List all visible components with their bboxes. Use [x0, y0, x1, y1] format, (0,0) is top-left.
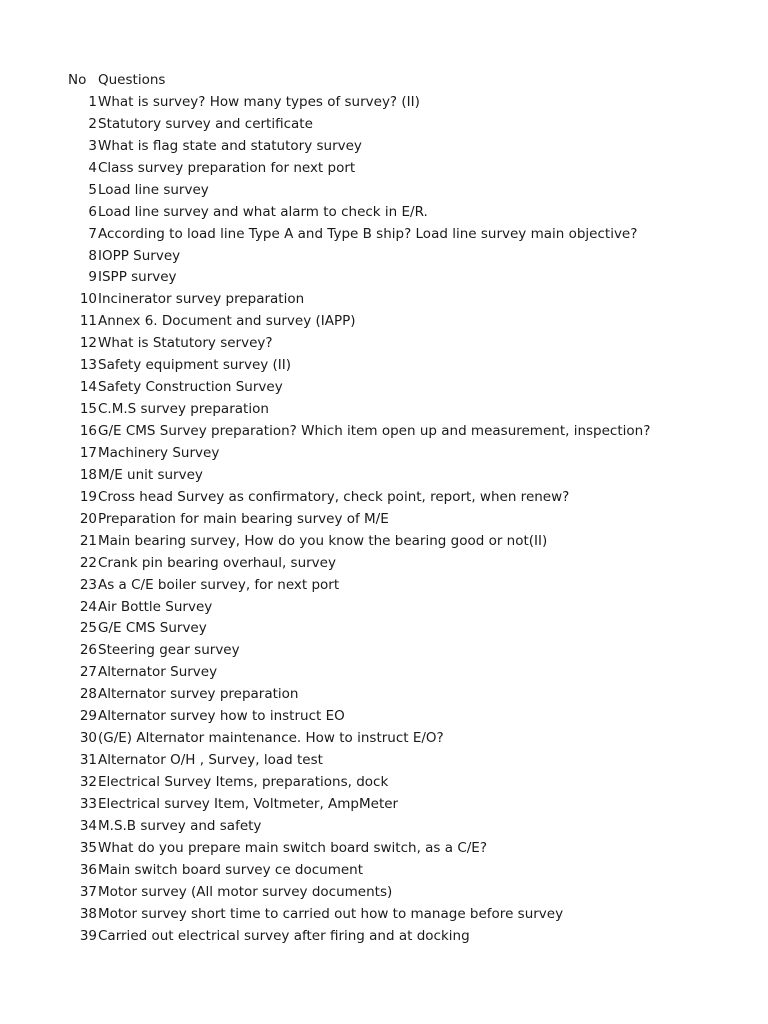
question-text: IOPP Survey [98, 247, 181, 264]
question-number: 6 [88, 203, 97, 220]
question-text: As a C/E boiler survey, for next port [98, 576, 340, 593]
question-text: Electrical Survey Items, preparations, dock [98, 774, 389, 790]
header-questions: Questions [98, 72, 166, 88]
question-number: 4 [88, 159, 97, 176]
question-number: 1 [88, 93, 97, 110]
question-number: 3 [88, 137, 97, 154]
question-row [68, 289, 748, 311]
question-number: 21 [79, 532, 97, 549]
question-number: 26 [79, 642, 97, 659]
question-number: 38 [79, 905, 97, 922]
question-row [68, 772, 748, 794]
question-number: 13 [79, 357, 97, 374]
question-row [68, 750, 748, 772]
question-row [68, 618, 748, 640]
question-number: 19 [79, 488, 97, 505]
question-text: Safety equipment survey (II) [98, 357, 292, 374]
question-row [68, 421, 748, 443]
question-number: 10 [79, 291, 97, 308]
question-row [68, 465, 748, 487]
question-row [68, 399, 748, 421]
question-row [68, 706, 748, 728]
question-number: 11 [79, 313, 97, 330]
question-row [68, 246, 748, 268]
question-text: Safety Construction Survey [98, 379, 283, 396]
question-number: 7 [88, 225, 97, 242]
question-text: Main switch board survey ce document [98, 861, 364, 878]
question-text: ISPP survey [98, 269, 177, 286]
question-number: 33 [79, 795, 97, 812]
question-text: Carried out electrical survey after firing and at docking [98, 927, 470, 944]
question-row [68, 794, 748, 816]
question-row [68, 355, 748, 377]
question-number: 8 [88, 247, 97, 264]
question-text: Class survey preparation for next port [98, 159, 356, 176]
question-text: Load line survey and what alarm to check in E/R. [98, 203, 428, 220]
question-number: 34 [79, 817, 97, 834]
question-row [68, 377, 748, 399]
question-row [68, 662, 748, 684]
question-text: Load line survey [98, 181, 209, 198]
question-text: What is flag state and statutory survey [98, 137, 362, 154]
question-number: 12 [79, 335, 97, 352]
question-row [68, 487, 748, 509]
question-number: 36 [79, 861, 97, 878]
question-number: 18 [79, 466, 97, 483]
question-number: 17 [79, 444, 97, 461]
question-number: 35 [79, 839, 97, 856]
question-row [68, 553, 748, 575]
question-number: 37 [79, 883, 97, 900]
question-number: 25 [79, 620, 97, 637]
header-no: No [68, 72, 87, 88]
question-number: 15 [79, 401, 97, 418]
question-text: What is survey? How many types of survey? (II) [98, 93, 420, 110]
question-row [68, 92, 748, 114]
question-rows [68, 92, 748, 948]
question-number: 28 [79, 686, 97, 703]
question-list [68, 70, 748, 948]
question-row [68, 926, 748, 948]
question-number: 32 [79, 774, 97, 790]
question-number: 30 [79, 730, 97, 747]
question-text: Main bearing survey, How do you know the bearing good or not(II) [98, 532, 548, 549]
question-row [68, 443, 748, 465]
question-text: Alternator O/H , Survey, load test [98, 752, 323, 769]
question-text: Air Bottle Survey [98, 598, 213, 615]
question-text: What do you prepare main switch board switch, as a C/E? [98, 839, 487, 856]
question-row [68, 728, 748, 750]
question-text: C.M.S survey preparation [98, 401, 269, 418]
question-row [68, 531, 748, 553]
question-text: Annex 6. Document and survey (IAPP) [98, 313, 356, 330]
question-row [68, 267, 748, 289]
question-number: 14 [79, 379, 97, 396]
question-row [68, 333, 748, 355]
question-text: Incinerator survey preparation [98, 291, 305, 308]
question-text: Machinery Survey [98, 444, 220, 461]
question-row [68, 904, 748, 926]
question-number: 20 [79, 510, 97, 527]
question-text: Steering gear survey [98, 642, 240, 659]
question-row [68, 509, 748, 531]
question-text: (G/E) Alternator maintenance. How to instruct E/O? [98, 730, 444, 747]
question-number: 16 [79, 423, 97, 439]
question-row [68, 224, 748, 246]
question-text: Alternator survey how to instruct EO [98, 708, 345, 725]
question-number: 24 [79, 598, 97, 615]
question-text: M.S.B survey and safety [98, 817, 262, 834]
question-text: Electrical survey Item, Voltmeter, AmpMeter [98, 795, 399, 812]
question-number: 31 [79, 752, 97, 769]
question-text: Cross head Survey as confirmatory, check point, report, when renew? [98, 488, 570, 505]
question-number: 29 [79, 708, 97, 725]
question-text: G/E CMS Survey preparation? Which item open up and measurement, inspection? [98, 423, 651, 439]
question-number: 5 [88, 181, 97, 198]
question-row [68, 575, 748, 597]
question-row [68, 684, 748, 706]
question-number: 9 [88, 269, 97, 286]
question-text: G/E CMS Survey [98, 620, 207, 637]
question-number: 22 [79, 554, 97, 571]
list-header [68, 70, 748, 92]
question-row [68, 882, 748, 904]
question-row [68, 158, 748, 180]
question-text: Alternator survey preparation [98, 686, 299, 703]
question-row [68, 860, 748, 882]
question-text: Alternator Survey [98, 664, 218, 681]
question-text: M/E unit survey [98, 466, 203, 483]
question-number: 23 [79, 576, 97, 593]
question-row [68, 311, 748, 333]
question-number: 27 [79, 664, 97, 681]
question-text: According to load line Type A and Type B ship? Load line survey main objective? [98, 225, 638, 242]
question-row [68, 202, 748, 224]
question-text: Motor survey short time to carried out how to manage before survey [98, 905, 564, 922]
question-row [68, 136, 748, 158]
question-row [68, 180, 748, 202]
question-number: 39 [79, 927, 97, 944]
question-text: Crank pin bearing overhaul, survey [98, 554, 336, 571]
question-row [68, 114, 748, 136]
question-text: What is Statutory servey? [98, 335, 273, 352]
question-row [68, 838, 748, 860]
question-row [68, 816, 748, 838]
question-row [68, 640, 748, 662]
question-text: Statutory survey and certificate [98, 115, 313, 132]
question-row [68, 597, 748, 619]
question-text: Preparation for main bearing survey of M/E [98, 510, 389, 527]
question-text: Motor survey (All motor survey documents) [98, 883, 393, 900]
question-number: 2 [88, 115, 97, 132]
